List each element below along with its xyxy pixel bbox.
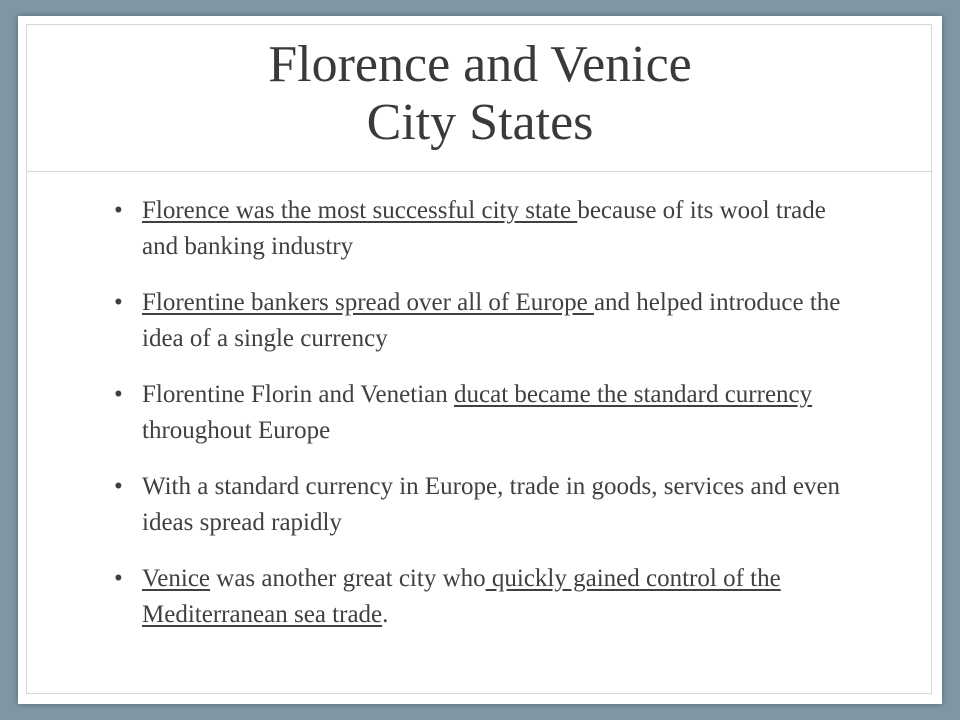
bullet-item bbox=[108, 285, 848, 357]
underlined-text: ducat became the standard currency bbox=[454, 381, 813, 408]
bullet-point-icon: • bbox=[114, 381, 123, 408]
bullet-point-icon: • bbox=[114, 289, 123, 316]
slide-title bbox=[18, 36, 942, 152]
bullet-list bbox=[108, 193, 848, 653]
underlined-text: Florentine bankers spread over all of Europe bbox=[142, 289, 594, 316]
bullet-text: because of its wool trade and banking industry bbox=[142, 197, 826, 260]
title-divider bbox=[27, 171, 933, 172]
slide bbox=[18, 16, 942, 704]
slide-title-line-2: City States bbox=[366, 94, 594, 151]
underlined-text: Florence was the most successful city state bbox=[142, 197, 578, 224]
underlined-text: Venice bbox=[142, 565, 211, 592]
bullet-item bbox=[108, 561, 848, 633]
bullet-text: was another great city who bbox=[210, 565, 486, 592]
bullet-point-icon: • bbox=[114, 197, 123, 224]
bullet-text: Florentine Florin and Venetian bbox=[142, 381, 454, 408]
bullet-text: . bbox=[382, 601, 389, 628]
bullet-point-icon: • bbox=[114, 565, 123, 592]
bullet-item bbox=[108, 377, 848, 449]
bullet-text: and helped introduce the idea of a single currency bbox=[142, 289, 841, 352]
bullet-text: With a standard currency in Europe, trade in goods, services and even ideas spread rapidly bbox=[142, 473, 841, 536]
slide-title-line-1: Florence and Venice bbox=[268, 36, 692, 93]
bullet-item bbox=[108, 469, 848, 541]
underlined-text: quickly gained control of the Mediterranean sea trade bbox=[142, 565, 781, 628]
bullet-text: throughout Europe bbox=[142, 417, 331, 444]
bullet-point-icon: • bbox=[114, 473, 123, 500]
bullet-item bbox=[108, 193, 848, 265]
